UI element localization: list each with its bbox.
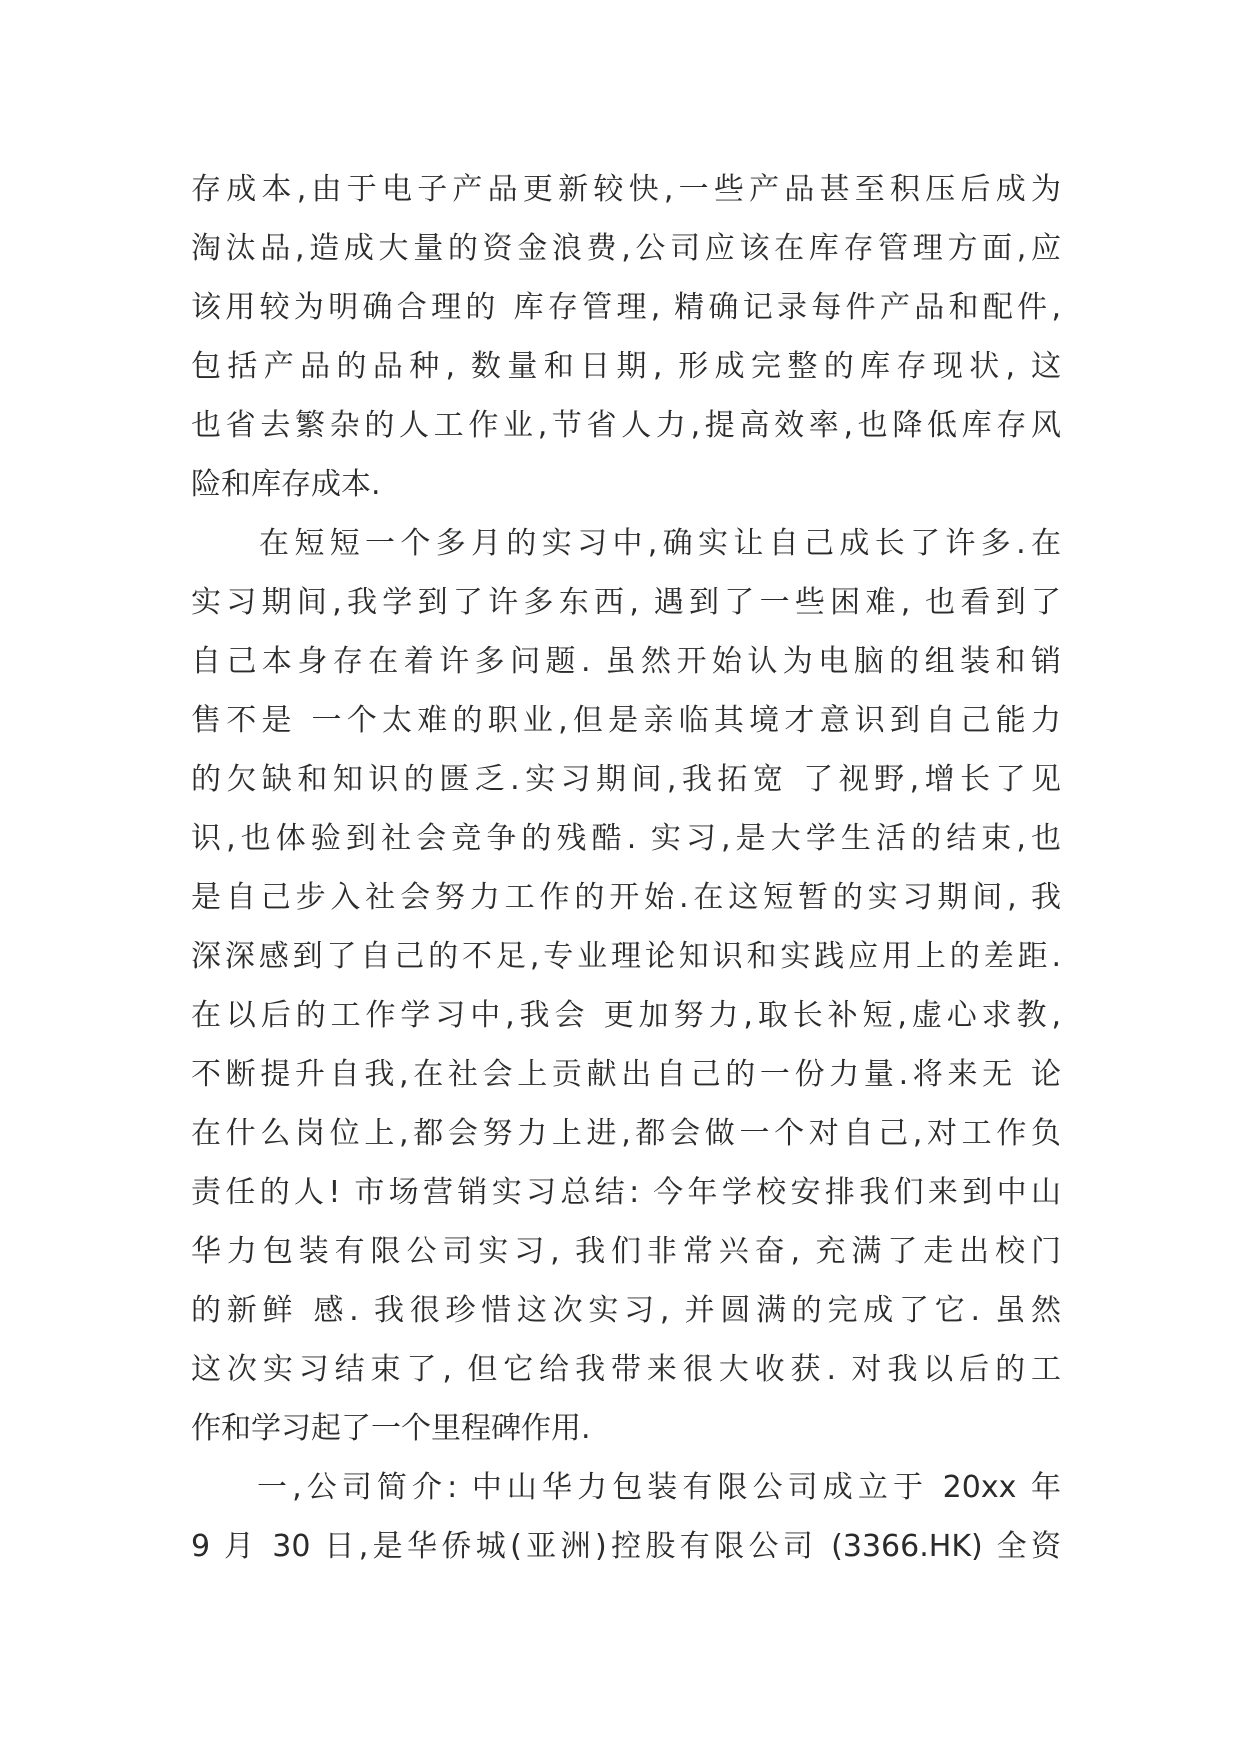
- text-line: 华力包装有限公司实习, 我们非常兴奋, 充满了走出校门: [191, 1234, 1061, 1269]
- text-line: 险和库存成本.: [191, 467, 381, 502]
- text-line: 淘汰品,造成大量的资金浪费,公司应该在库存管理方面,应: [191, 231, 1061, 266]
- text-line: 责任的人! 市场营销实习总结: 今年学校安排我们来到中山: [191, 1175, 1061, 1210]
- text-line: 在以后的工作学习中,我会 更加努力,取长补短,虚心求教,: [191, 998, 1061, 1033]
- text-line: 实习期间,我学到了许多东西, 遇到了一些困难, 也看到了: [191, 585, 1061, 620]
- text-line: 识,也体验到社会竞争的残酷. 实习,是大学生活的结束,也: [191, 821, 1061, 856]
- text-line: 的欠缺和知识的匮乏.实习期间,我拓宽 了视野,增长了见: [191, 762, 1061, 797]
- text-line: 售不是 一个太难的职业,但是亲临其境才意识到自己能力: [191, 703, 1061, 738]
- text-line: 包括产品的品种, 数量和日期, 形成完整的库存现状, 这: [191, 349, 1061, 384]
- text-line: 的新鲜 感. 我很珍惜这次实习, 并圆满的完成了它. 虽然: [191, 1293, 1061, 1328]
- text-line: 在什么岗位上,都会努力上进,都会做一个对自己,对工作负: [191, 1116, 1061, 1151]
- text-line: 该用较为明确合理的 库存管理, 精确记录每件产品和配件,: [191, 290, 1061, 325]
- text-line: 作和学习起了一个里程碑作用.: [191, 1411, 591, 1446]
- text-line: 深深感到了自己的不足,专业理论知识和实践应用上的差距.: [191, 939, 1061, 974]
- text-line: 不断提升自我,在社会上贡献出自己的一份力量.将来无 论: [191, 1057, 1061, 1092]
- text-line: 存成本,由于电子产品更新较快,一些产品甚至积压后成为: [191, 172, 1061, 207]
- text-line: 在短短一个多月的实习中,确实让自己成长了许多.在: [259, 526, 1061, 561]
- text-line: 也省去繁杂的人工作业,节省人力,提高效率,也降低库存风: [191, 408, 1061, 443]
- text-line: 一,公司简介: 中山华力包装有限公司成立于 20xx 年: [257, 1470, 1061, 1505]
- document-body: [191, 160, 1061, 1576]
- text-line: 9 月 30 日,是华侨城(亚洲)控股有限公司 (3366.HK) 全资: [191, 1529, 1061, 1564]
- text-line: 是自己步入社会努力工作的开始.在这短暂的实习期间, 我: [191, 880, 1061, 915]
- text-line: 这次实习结束了, 但它给我带来很大收获. 对我以后的工: [191, 1352, 1061, 1387]
- text-line: 自己本身存在着许多问题. 虽然开始认为电脑的组装和销: [191, 644, 1061, 679]
